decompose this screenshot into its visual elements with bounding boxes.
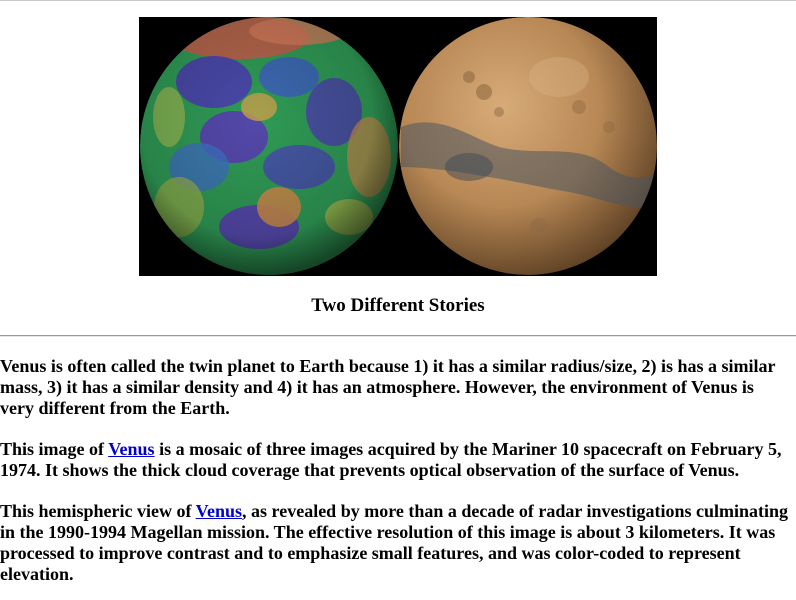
paragraph-text: This hemispheric view of [0, 501, 196, 521]
paragraph-mariner [0, 439, 790, 481]
paragraph-text: is a mosaic of three images acquired by the Mariner 10 spacecraft on February 5, 1974. It shows the thick cloud coverage that prevents optical observation of the surface of Venus. [0, 439, 782, 480]
paragraph-text: This image of [0, 439, 109, 459]
venus-link-magellan[interactable]: Venus [195, 501, 243, 521]
paragraph-twin-planet: Venus is often called the twin planet to Earth because 1) it has a similar radius/size, 2) is has a similar mass, 3) it has a similar density and 4) it has an atmosphere. However, the environment of Venus is very different from the Earth. [0, 356, 776, 418]
venus-link-mariner[interactable]: Venus [108, 439, 155, 459]
planet-comparison-image [139, 17, 657, 276]
paragraph-magellan [0, 501, 790, 585]
figure-caption: Two Different Stories [311, 295, 485, 316]
paragraph-text: , as revealed by more than a decade of radar investigations culminating in the 1990-1994 Magellan mission. The effective resolution of this image is about 3 kilometers. It was processed to improve contrast and to emphasize small features, and was color-coded to represent elevation. [0, 501, 789, 584]
top-border [0, 0, 796, 1]
article-body [0, 356, 790, 600]
mars-globe [399, 17, 657, 275]
horizontal-rule [0, 335, 796, 337]
venus-globe [140, 17, 398, 275]
